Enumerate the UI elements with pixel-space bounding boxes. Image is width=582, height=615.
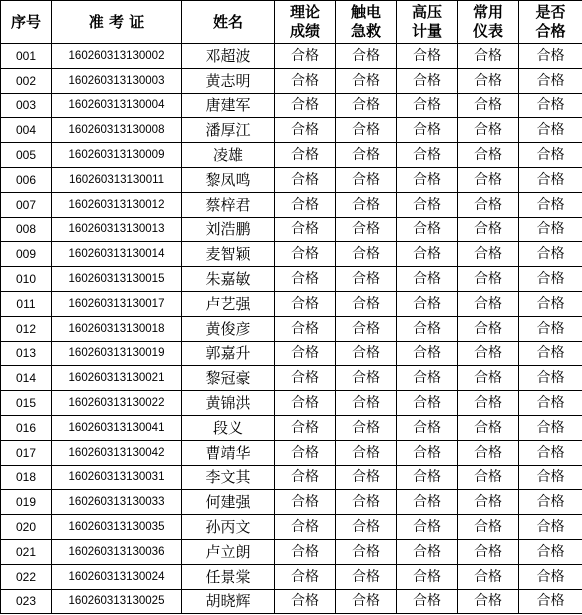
cell-name: 潘厚江 xyxy=(182,118,275,143)
cell-hv-metering: 合格 xyxy=(397,167,458,192)
cell-shock-aid: 合格 xyxy=(336,366,397,391)
cell-name: 段义 xyxy=(182,415,275,440)
table-row xyxy=(1,515,582,540)
cell-theory: 合格 xyxy=(275,515,336,540)
cell-name: 郭嘉升 xyxy=(182,341,275,366)
cell-shock-aid: 合格 xyxy=(336,217,397,242)
cell-ticket: 160260313130012 xyxy=(52,192,182,217)
cell-name: 麦智颖 xyxy=(182,242,275,267)
cell-theory: 合格 xyxy=(275,167,336,192)
cell-pass: 合格 xyxy=(519,415,582,440)
cell-seq: 010 xyxy=(1,267,52,292)
cell-name: 卢立朗 xyxy=(182,539,275,564)
cell-ticket: 160260313130035 xyxy=(52,515,182,540)
cell-shock-aid: 合格 xyxy=(336,143,397,168)
cell-seq: 012 xyxy=(1,316,52,341)
cell-shock-aid: 合格 xyxy=(336,242,397,267)
cell-meters: 合格 xyxy=(458,589,519,614)
cell-theory: 合格 xyxy=(275,564,336,589)
cell-ticket: 160260313130041 xyxy=(52,415,182,440)
cell-meters: 合格 xyxy=(458,465,519,490)
header-name: 姓名 xyxy=(182,1,275,44)
cell-shock-aid: 合格 xyxy=(336,341,397,366)
cell-pass: 合格 xyxy=(519,118,582,143)
cell-pass: 合格 xyxy=(519,242,582,267)
cell-meters: 合格 xyxy=(458,167,519,192)
cell-meters: 合格 xyxy=(458,440,519,465)
cell-hv-metering: 合格 xyxy=(397,539,458,564)
cell-shock-aid: 合格 xyxy=(336,490,397,515)
table-row xyxy=(1,291,582,316)
cell-pass: 合格 xyxy=(519,291,582,316)
cell-name: 黎凤鸣 xyxy=(182,167,275,192)
cell-ticket: 160260313130021 xyxy=(52,366,182,391)
cell-hv-metering: 合格 xyxy=(397,267,458,292)
cell-shock-aid: 合格 xyxy=(336,515,397,540)
cell-theory: 合格 xyxy=(275,291,336,316)
cell-name: 任景棠 xyxy=(182,564,275,589)
cell-hv-metering: 合格 xyxy=(397,93,458,118)
cell-theory: 合格 xyxy=(275,539,336,564)
table-row xyxy=(1,465,582,490)
table-row xyxy=(1,490,582,515)
cell-hv-metering: 合格 xyxy=(397,589,458,614)
table-row xyxy=(1,564,582,589)
cell-meters: 合格 xyxy=(458,192,519,217)
cell-meters: 合格 xyxy=(458,143,519,168)
cell-name: 黄锦洪 xyxy=(182,391,275,416)
cell-ticket: 160260313130036 xyxy=(52,539,182,564)
table-row xyxy=(1,93,582,118)
cell-name: 曹靖华 xyxy=(182,440,275,465)
header-ticket: 准 考 证 xyxy=(52,1,182,44)
cell-shock-aid: 合格 xyxy=(336,68,397,93)
header-shock-aid: 触电 急救 xyxy=(336,1,397,44)
cell-shock-aid: 合格 xyxy=(336,465,397,490)
cell-pass: 合格 xyxy=(519,93,582,118)
cell-hv-metering: 合格 xyxy=(397,291,458,316)
cell-name: 凌雄 xyxy=(182,143,275,168)
cell-pass: 合格 xyxy=(519,143,582,168)
cell-pass: 合格 xyxy=(519,167,582,192)
table-row xyxy=(1,316,582,341)
cell-name: 蔡梓君 xyxy=(182,192,275,217)
cell-meters: 合格 xyxy=(458,564,519,589)
cell-ticket: 160260313130015 xyxy=(52,267,182,292)
cell-meters: 合格 xyxy=(458,217,519,242)
header-hv-metering: 高压 计量 xyxy=(397,1,458,44)
table-row xyxy=(1,267,582,292)
cell-pass: 合格 xyxy=(519,440,582,465)
table-row xyxy=(1,341,582,366)
cell-seq: 014 xyxy=(1,366,52,391)
cell-meters: 合格 xyxy=(458,44,519,69)
cell-meters: 合格 xyxy=(458,316,519,341)
header-pass: 是否 合格 xyxy=(519,1,582,44)
cell-shock-aid: 合格 xyxy=(336,93,397,118)
cell-hv-metering: 合格 xyxy=(397,465,458,490)
cell-hv-metering: 合格 xyxy=(397,118,458,143)
cell-seq: 022 xyxy=(1,564,52,589)
cell-pass: 合格 xyxy=(519,539,582,564)
cell-hv-metering: 合格 xyxy=(397,366,458,391)
cell-shock-aid: 合格 xyxy=(336,415,397,440)
cell-ticket: 160260313130025 xyxy=(52,589,182,614)
cell-seq: 002 xyxy=(1,68,52,93)
cell-seq: 018 xyxy=(1,465,52,490)
cell-seq: 016 xyxy=(1,415,52,440)
cell-name: 朱嘉敏 xyxy=(182,267,275,292)
table-row xyxy=(1,589,582,614)
cell-seq: 020 xyxy=(1,515,52,540)
cell-theory: 合格 xyxy=(275,316,336,341)
cell-theory: 合格 xyxy=(275,242,336,267)
cell-ticket: 160260313130003 xyxy=(52,68,182,93)
cell-shock-aid: 合格 xyxy=(336,192,397,217)
cell-meters: 合格 xyxy=(458,118,519,143)
cell-seq: 006 xyxy=(1,167,52,192)
cell-name: 邓超波 xyxy=(182,44,275,69)
cell-pass: 合格 xyxy=(519,564,582,589)
header-theory: 理论 成绩 xyxy=(275,1,336,44)
cell-meters: 合格 xyxy=(458,490,519,515)
cell-pass: 合格 xyxy=(519,515,582,540)
header-meters: 常用 仪表 xyxy=(458,1,519,44)
cell-ticket: 160260313130013 xyxy=(52,217,182,242)
cell-hv-metering: 合格 xyxy=(397,564,458,589)
cell-meters: 合格 xyxy=(458,539,519,564)
cell-pass: 合格 xyxy=(519,316,582,341)
cell-theory: 合格 xyxy=(275,366,336,391)
cell-meters: 合格 xyxy=(458,415,519,440)
cell-meters: 合格 xyxy=(458,242,519,267)
cell-name: 黎冠豪 xyxy=(182,366,275,391)
cell-theory: 合格 xyxy=(275,118,336,143)
cell-ticket: 160260313130014 xyxy=(52,242,182,267)
table-row xyxy=(1,217,582,242)
cell-ticket: 160260313130017 xyxy=(52,291,182,316)
cell-shock-aid: 合格 xyxy=(336,564,397,589)
cell-meters: 合格 xyxy=(458,366,519,391)
cell-meters: 合格 xyxy=(458,391,519,416)
cell-meters: 合格 xyxy=(458,515,519,540)
cell-name: 胡晓辉 xyxy=(182,589,275,614)
cell-ticket: 160260313130042 xyxy=(52,440,182,465)
table-row xyxy=(1,391,582,416)
cell-pass: 合格 xyxy=(519,589,582,614)
table-body xyxy=(1,44,582,614)
cell-pass: 合格 xyxy=(519,465,582,490)
cell-ticket: 160260313130002 xyxy=(52,44,182,69)
cell-seq: 004 xyxy=(1,118,52,143)
cell-meters: 合格 xyxy=(458,68,519,93)
cell-pass: 合格 xyxy=(519,391,582,416)
cell-pass: 合格 xyxy=(519,341,582,366)
cell-shock-aid: 合格 xyxy=(336,167,397,192)
table-row xyxy=(1,242,582,267)
table-row xyxy=(1,44,582,69)
cell-hv-metering: 合格 xyxy=(397,316,458,341)
cell-seq: 008 xyxy=(1,217,52,242)
table-row xyxy=(1,192,582,217)
cell-shock-aid: 合格 xyxy=(336,267,397,292)
cell-seq: 009 xyxy=(1,242,52,267)
cell-ticket: 160260313130011 xyxy=(52,167,182,192)
cell-name: 卢艺强 xyxy=(182,291,275,316)
cell-theory: 合格 xyxy=(275,192,336,217)
cell-name: 孙丙文 xyxy=(182,515,275,540)
cell-theory: 合格 xyxy=(275,440,336,465)
cell-ticket: 160260313130031 xyxy=(52,465,182,490)
cell-shock-aid: 合格 xyxy=(336,44,397,69)
cell-seq: 011 xyxy=(1,291,52,316)
table-row xyxy=(1,415,582,440)
cell-theory: 合格 xyxy=(275,415,336,440)
cell-pass: 合格 xyxy=(519,192,582,217)
cell-hv-metering: 合格 xyxy=(397,341,458,366)
header-row xyxy=(1,1,582,44)
cell-hv-metering: 合格 xyxy=(397,192,458,217)
cell-meters: 合格 xyxy=(458,341,519,366)
cell-name: 唐建军 xyxy=(182,93,275,118)
table-row xyxy=(1,143,582,168)
cell-ticket: 160260313130018 xyxy=(52,316,182,341)
cell-hv-metering: 合格 xyxy=(397,515,458,540)
cell-hv-metering: 合格 xyxy=(397,217,458,242)
cell-ticket: 160260313130033 xyxy=(52,490,182,515)
cell-theory: 合格 xyxy=(275,391,336,416)
cell-hv-metering: 合格 xyxy=(397,143,458,168)
cell-theory: 合格 xyxy=(275,465,336,490)
cell-pass: 合格 xyxy=(519,68,582,93)
cell-name: 李文其 xyxy=(182,465,275,490)
table-row xyxy=(1,118,582,143)
cell-shock-aid: 合格 xyxy=(336,391,397,416)
cell-shock-aid: 合格 xyxy=(336,118,397,143)
cell-shock-aid: 合格 xyxy=(336,589,397,614)
table-row xyxy=(1,167,582,192)
table-row xyxy=(1,440,582,465)
table-row xyxy=(1,68,582,93)
cell-meters: 合格 xyxy=(458,267,519,292)
table-row xyxy=(1,539,582,564)
cell-name: 刘浩鹏 xyxy=(182,217,275,242)
cell-theory: 合格 xyxy=(275,93,336,118)
cell-hv-metering: 合格 xyxy=(397,391,458,416)
cell-name: 黄俊彦 xyxy=(182,316,275,341)
cell-ticket: 160260313130009 xyxy=(52,143,182,168)
cell-theory: 合格 xyxy=(275,143,336,168)
cell-seq: 007 xyxy=(1,192,52,217)
cell-seq: 005 xyxy=(1,143,52,168)
cell-ticket: 160260313130004 xyxy=(52,93,182,118)
cell-seq: 023 xyxy=(1,589,52,614)
cell-shock-aid: 合格 xyxy=(336,440,397,465)
cell-hv-metering: 合格 xyxy=(397,415,458,440)
header-seq: 序号 xyxy=(1,1,52,44)
cell-pass: 合格 xyxy=(519,267,582,292)
cell-seq: 019 xyxy=(1,490,52,515)
cell-name: 黄志明 xyxy=(182,68,275,93)
cell-hv-metering: 合格 xyxy=(397,44,458,69)
cell-theory: 合格 xyxy=(275,217,336,242)
cell-theory: 合格 xyxy=(275,68,336,93)
cell-theory: 合格 xyxy=(275,490,336,515)
cell-ticket: 160260313130022 xyxy=(52,391,182,416)
cell-hv-metering: 合格 xyxy=(397,68,458,93)
cell-theory: 合格 xyxy=(275,267,336,292)
table-row xyxy=(1,366,582,391)
cell-pass: 合格 xyxy=(519,366,582,391)
cell-name: 何建强 xyxy=(182,490,275,515)
cell-ticket: 160260313130019 xyxy=(52,341,182,366)
cell-shock-aid: 合格 xyxy=(336,291,397,316)
cell-pass: 合格 xyxy=(519,490,582,515)
cell-hv-metering: 合格 xyxy=(397,490,458,515)
cell-seq: 013 xyxy=(1,341,52,366)
cell-meters: 合格 xyxy=(458,93,519,118)
cell-seq: 015 xyxy=(1,391,52,416)
cell-shock-aid: 合格 xyxy=(336,539,397,564)
cell-theory: 合格 xyxy=(275,341,336,366)
cell-pass: 合格 xyxy=(519,217,582,242)
cell-hv-metering: 合格 xyxy=(397,440,458,465)
cell-seq: 021 xyxy=(1,539,52,564)
cell-seq: 017 xyxy=(1,440,52,465)
cell-seq: 003 xyxy=(1,93,52,118)
cell-pass: 合格 xyxy=(519,44,582,69)
cell-ticket: 160260313130008 xyxy=(52,118,182,143)
cell-theory: 合格 xyxy=(275,44,336,69)
cell-theory: 合格 xyxy=(275,589,336,614)
cell-ticket: 160260313130024 xyxy=(52,564,182,589)
cell-hv-metering: 合格 xyxy=(397,242,458,267)
cell-meters: 合格 xyxy=(458,291,519,316)
cell-seq: 001 xyxy=(1,44,52,69)
cell-shock-aid: 合格 xyxy=(336,316,397,341)
